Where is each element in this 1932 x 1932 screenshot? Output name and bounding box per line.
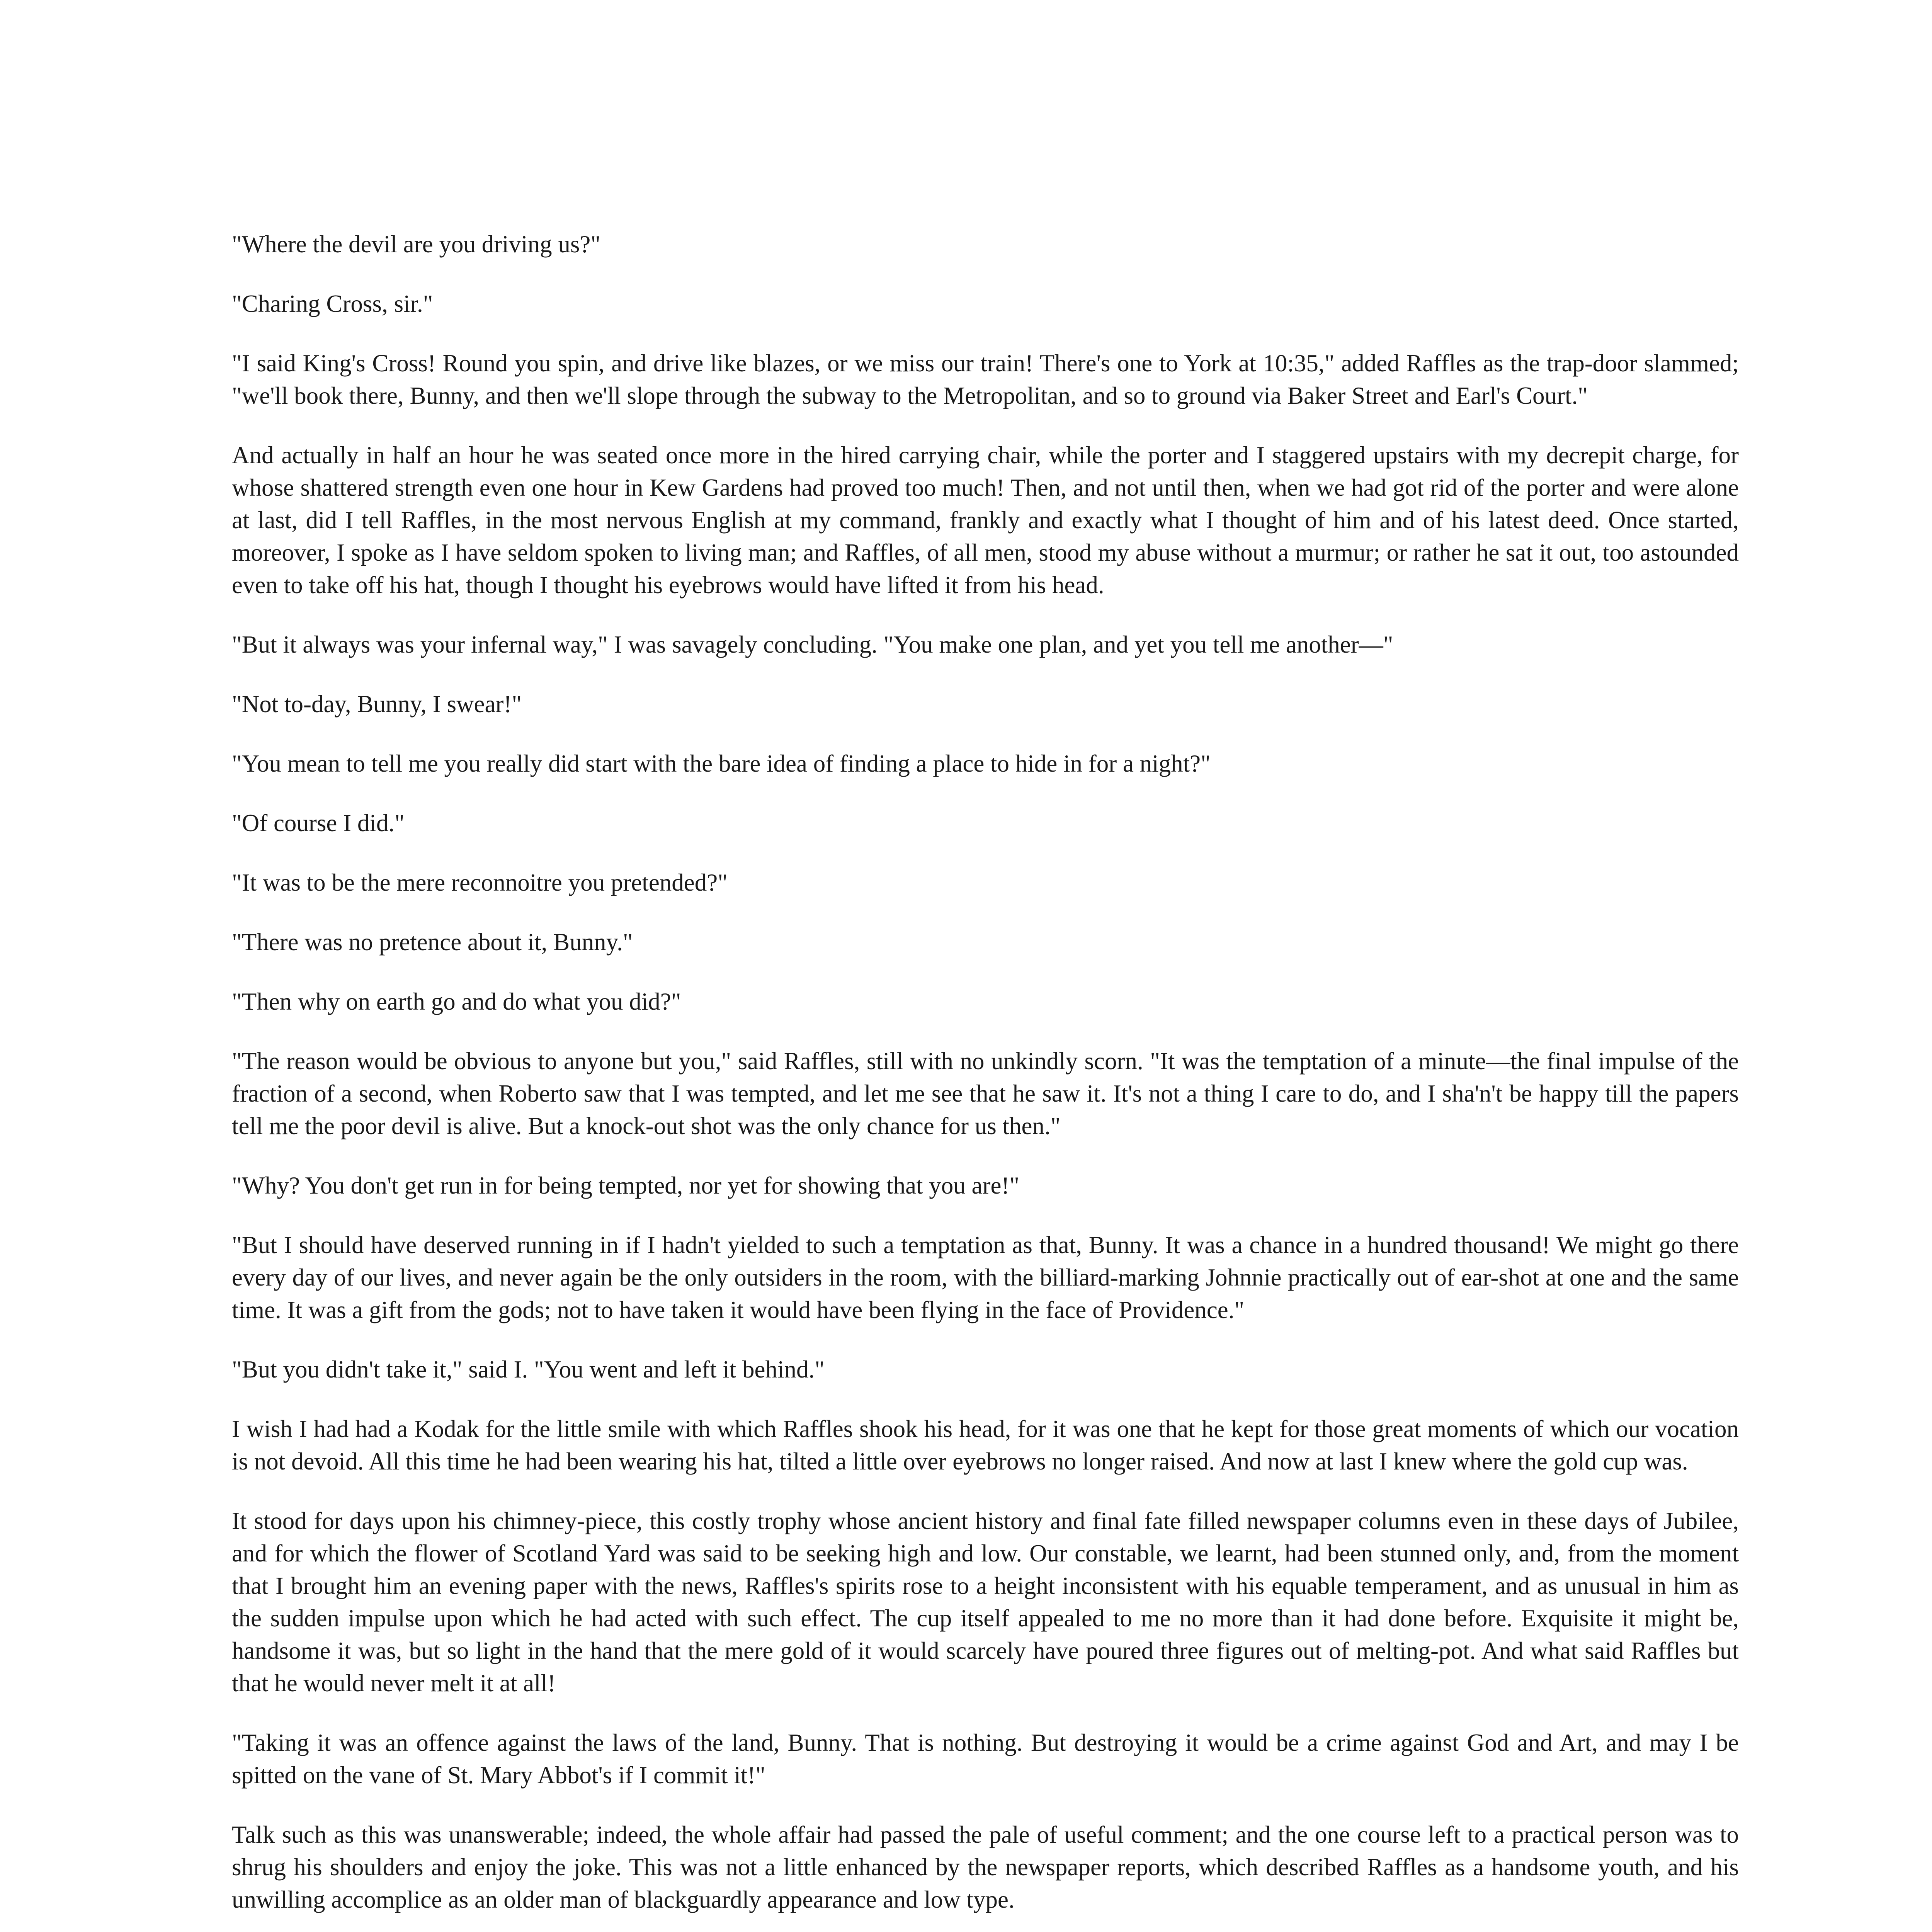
paragraph: "Of course I did." xyxy=(232,810,405,837)
paragraph: "Not to-day, Bunny, I swear!" xyxy=(232,690,522,718)
paragraph: "Charing Cross, sir." xyxy=(232,290,433,317)
document-page xyxy=(232,228,1739,1932)
paragraph: "Where the devil are you driving us?" xyxy=(232,231,601,258)
paragraph: "It was to be the mere reconnoitre you pretended?" xyxy=(232,869,728,896)
paragraph: "The reason would be obvious to anyone but you," said Raffles, still with no unkindly scorn. "It was the temptation of a minute—the final impulse of the fraction of a second, when Roberto saw that I was tempted, and let me see that he saw it. It's not a thing I care to do, and I sha'n't be happy till the papers tell me the poor devil is alive. But a knock-out shot was the only chance for us then." xyxy=(232,1048,1739,1139)
paragraph: "You mean to tell me you really did start with the bare idea of finding a place to hide in for a night?" xyxy=(232,750,1211,777)
paragraph: And actually in half an hour he was seated once more in the hired carrying chair, while the porter and I staggered upstairs with my decrepit charge, for whose shattered strength even one hour in Kew Gardens had proved too much! Then, and not until then, when we had got rid of the porter and were alone at last, did I tell Raffles, in the most nervous English at my command, frankly and exactly what I thought of him and of his latest deed. Once started, moreover, I spoke as I have seldom spoken to living man; and Raffles, of all men, stood my abuse without a murmur; or rather he sat it out, too astounded even to take off his hat, though I thought his eyebrows would have lifted it from his head. xyxy=(232,442,1739,599)
paragraph: "There was no pretence about it, Bunny." xyxy=(232,929,633,956)
paragraph: "Why? You don't get run in for being tempted, nor yet for showing that you are!" xyxy=(232,1172,1020,1199)
paragraph: "But it always was your infernal way," I was savagely concluding. "You make one plan, and yet you tell me another—" xyxy=(232,631,1393,658)
paragraph: "I said King's Cross! Round you spin, and drive like blazes, or we miss our train! There's one to York at 10:35," added Raffles as the trap-door slammed; "we'll book there, Bunny, and then we'll slope through the subway to the Metropolitan, and so to ground via Baker Street and Earl's Court." xyxy=(232,350,1739,409)
paragraph: "Then why on earth go and do what you did?" xyxy=(232,988,681,1015)
paragraph: I wish I had had a Kodak for the little smile with which Raffles shook his head, for it was one that he kept for those great moments of which our vocation is not devoid. All this time he had been wearing his hat, tilted a little over eyebrows no longer raised. And now at last I knew where the gold cup was. xyxy=(232,1415,1739,1475)
paragraph: Talk such as this was unanswerable; indeed, the whole affair had passed the pale of useful comment; and the one course left to a practical person was to shrug his shoulders and enjoy the joke. This was not a little enhanced by the newspaper reports, which described Raffles as a handsome youth, and his unwilling accomplice as an older man of blackguardly appearance and low type. xyxy=(232,1821,1739,1913)
paragraph: "But I should have deserved running in if I hadn't yielded to such a temptation as that, Bunny. It was a chance in a hundred thousand! We might go there every day of our lives, and never again be the only outsiders in the room, with the billiard-marking Johnnie practically out of ear-shot at one and the same time. It was a gift from the gods; not to have taken it would have been flying in the face of Providence." xyxy=(232,1231,1739,1323)
paragraph: "But you didn't take it," said I. "You went and left it behind." xyxy=(232,1356,825,1383)
paragraph: It stood for days upon his chimney-piece, this costly trophy whose ancient history and final fate filled newspaper columns even in these days of Jubilee, and for which the flower of Scotland Yard was said to be seeking high and low. Our constable, we learnt, had been stunned only, and, from the moment that I brought him an evening paper with the news, Raffles's spirits rose to a height inconsistent with his equable temperament, and as unusual in him as the sudden impulse upon which he had acted with such effect. The cup itself appealed to me no more than it had done before. Exquisite it might be, handsome it was, but so light in the hand that the mere gold of it would scarcely have poured three figures out of melting-pot. And what said Raffles but that he would never melt it at all! xyxy=(232,1507,1739,1697)
paragraph: "Taking it was an offence against the laws of the land, Bunny. That is nothing. But destroying it would be a crime against God and Art, and may I be spitted on the vane of St. Mary Abbot's if I commit it!" xyxy=(232,1729,1739,1789)
